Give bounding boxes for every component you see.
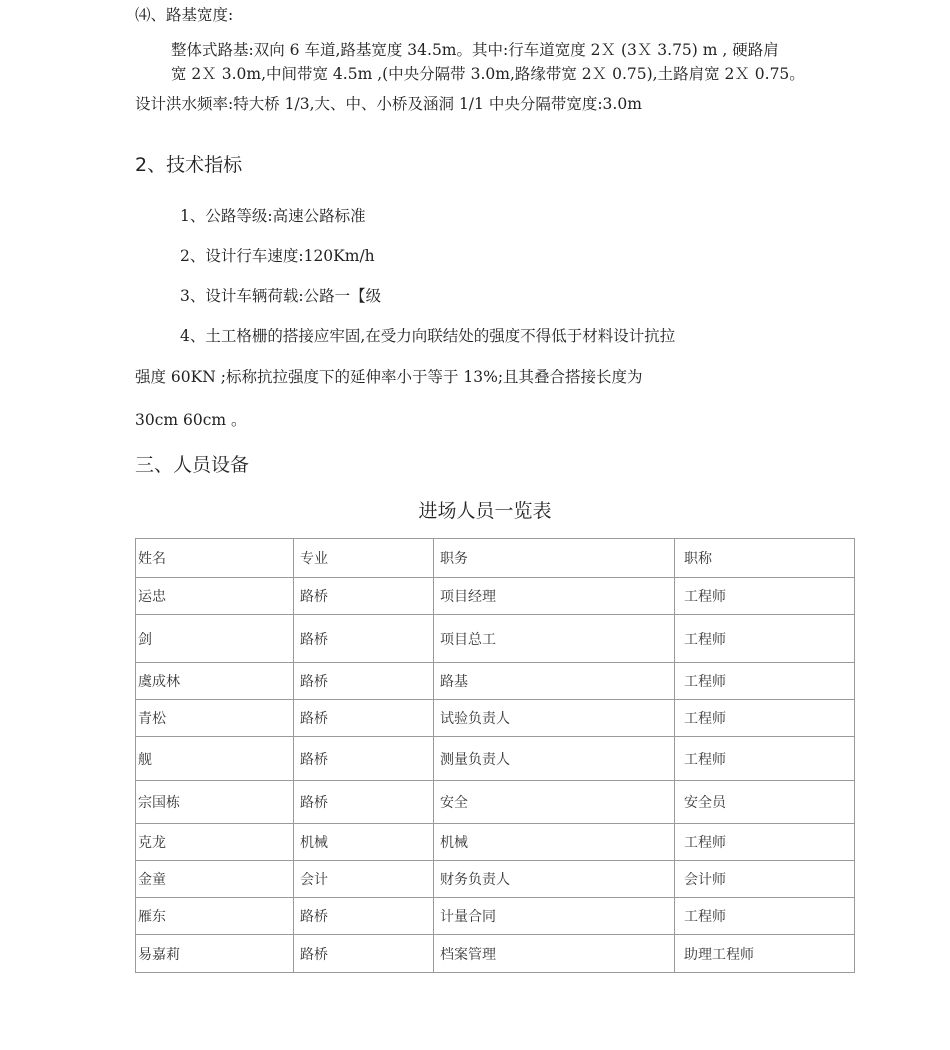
header-name: 姓名: [136, 539, 294, 578]
table-row: [136, 898, 855, 935]
cell-title: 安全员: [675, 781, 855, 824]
roadbed-width-line-1: 整体式路基:双向 6 车道,路基宽度 34.5m。其中:行车道宽度 2Ｘ (3Ｘ 3.75) m , 硬路肩: [171, 41, 779, 59]
tech-item-4-line-3: 30cm 60cm 。: [135, 411, 247, 429]
cell-name: 克龙: [136, 824, 294, 861]
cell-position: 路基: [434, 663, 675, 700]
cell-specialty: 路桥: [294, 663, 434, 700]
flood-frequency-line: 设计洪水频率:特大桥 1/3,大、中、小桥及涵洞 1/1 中央分隔带宽度:3.0m: [135, 95, 642, 113]
cell-name: 金童: [136, 861, 294, 898]
cell-position: 档案管理: [434, 935, 675, 973]
cell-title: 助理工程师: [675, 935, 855, 973]
cell-position: 计量合同: [434, 898, 675, 935]
table-row: [136, 824, 855, 861]
cell-specialty: 机械: [294, 824, 434, 861]
tech-item-3: 3、设计车辆荷载:公路一【级: [180, 287, 382, 305]
cell-title: 工程师: [675, 615, 855, 663]
cell-name: 雁东: [136, 898, 294, 935]
personnel-heading: 三、人员设备: [135, 454, 250, 476]
table-row: [136, 663, 855, 700]
personnel-table: [135, 538, 855, 973]
table-row: [136, 781, 855, 824]
cell-title: 工程师: [675, 898, 855, 935]
table-row: [136, 861, 855, 898]
cell-name: 舰: [136, 737, 294, 781]
table-title: 进场人员一览表: [418, 500, 552, 522]
tech-item-1: 1、公路等级:高速公路标准: [180, 207, 366, 225]
table-row: [136, 578, 855, 615]
roadbed-width-line-2: 宽 2Ｘ 3.0m,中间带宽 4.5m ,(中央分隔带 3.0m,路缘带宽 2Ｘ 0.75),土路肩宽 2Ｘ 0.75。: [171, 65, 805, 83]
table-row: [136, 737, 855, 781]
cell-name: 剑: [136, 615, 294, 663]
cell-specialty: 路桥: [294, 700, 434, 737]
cell-specialty: 路桥: [294, 935, 434, 973]
cell-specialty: 路桥: [294, 578, 434, 615]
cell-name: 虞成林: [136, 663, 294, 700]
table-header-row: [136, 539, 855, 578]
cell-title: 工程师: [675, 578, 855, 615]
cell-specialty: 会计: [294, 861, 434, 898]
cell-title: 会计师: [675, 861, 855, 898]
cell-position: 项目经理: [434, 578, 675, 615]
header-title: 职称: [675, 539, 855, 578]
cell-position: 安全: [434, 781, 675, 824]
cell-position: 试验负责人: [434, 700, 675, 737]
cell-specialty: 路桥: [294, 737, 434, 781]
cell-position: 测量负责人: [434, 737, 675, 781]
cell-position: 项目总工: [434, 615, 675, 663]
cell-position: 机械: [434, 824, 675, 861]
tech-item-2: 2、设计行车速度:120Km/h: [180, 247, 375, 265]
cell-title: 工程师: [675, 700, 855, 737]
tech-heading: 2、技术指标: [135, 154, 243, 176]
header-specialty: 专业: [294, 539, 434, 578]
table-row: [136, 935, 855, 973]
cell-specialty: 路桥: [294, 898, 434, 935]
header-position: 职务: [434, 539, 675, 578]
cell-specialty: 路桥: [294, 781, 434, 824]
cell-title: 工程师: [675, 737, 855, 781]
tech-item-4-line-1: 4、土工格栅的搭接应牢固,在受力向联结处的强度不得低于材料设计抗拉: [180, 327, 676, 345]
tech-item-4-line-2: 强度 60KN ;标称抗拉强度下的延伸率小于等于 13%;且其叠合搭接长度为: [135, 368, 643, 386]
section-4-title: ⑷、路基宽度:: [135, 6, 234, 24]
cell-specialty: 路桥: [294, 615, 434, 663]
table-row: [136, 700, 855, 737]
table-row: [136, 615, 855, 663]
cell-name: 青松: [136, 700, 294, 737]
cell-position: 财务负责人: [434, 861, 675, 898]
cell-title: 工程师: [675, 663, 855, 700]
cell-name: 易嘉莉: [136, 935, 294, 973]
cell-name: 宗国栋: [136, 781, 294, 824]
cell-name: 运忠: [136, 578, 294, 615]
cell-title: 工程师: [675, 824, 855, 861]
